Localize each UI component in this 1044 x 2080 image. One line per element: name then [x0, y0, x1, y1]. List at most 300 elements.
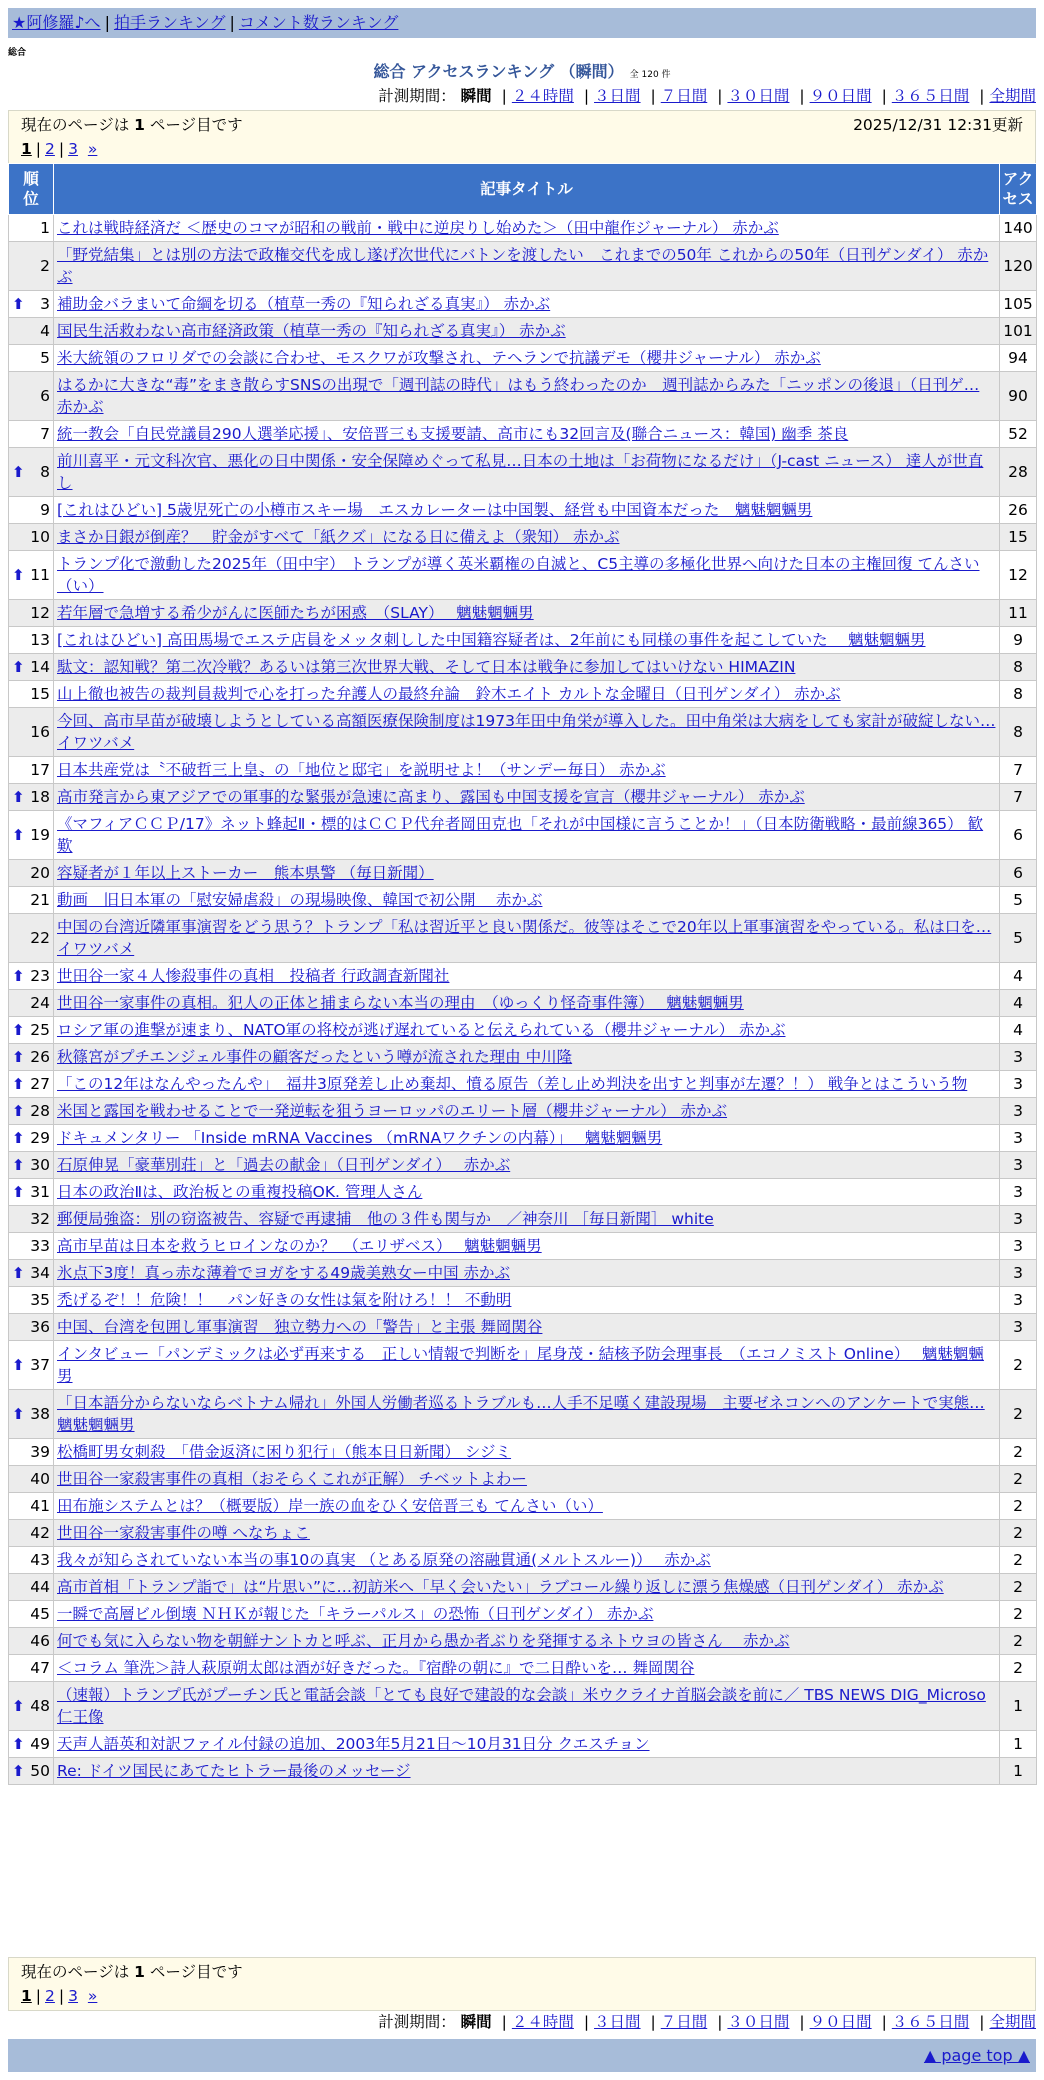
period-365d-link[interactable]: ３６５日間 — [891, 87, 970, 105]
rank-cell — [9, 1574, 54, 1601]
rank-cell — [9, 1206, 54, 1233]
title-cell — [54, 811, 1000, 860]
access-count: 8 — [1000, 681, 1037, 708]
rank-number: 49 — [30, 1735, 50, 1753]
rank-number: 32 — [30, 1210, 50, 1228]
table-row — [9, 1179, 1037, 1206]
page-top-link[interactable]: ▲ page top ▲ — [923, 2046, 1030, 2065]
page-1-current: 1 — [21, 140, 32, 158]
title-cell — [54, 1287, 1000, 1314]
rank-number: 44 — [30, 1578, 50, 1596]
period-90d-link[interactable]: ９０日間 — [809, 87, 872, 105]
article-link[interactable]: 一瞬で高層ビル倒壊 ＮＨＫが報じた「キラーパルス」の恐怖（日刊ゲンダイ） 赤かぶ — [57, 1605, 654, 1623]
article-link[interactable]: 世田谷一家殺害事件の噂 へなちょこ — [57, 1524, 310, 1542]
access-count: 3 — [1000, 1206, 1037, 1233]
page-text-pre: 現在のページは — [21, 116, 130, 134]
access-count: 3 — [1000, 1044, 1037, 1071]
category-label: 総合 — [8, 48, 27, 58]
table-row — [9, 1098, 1037, 1125]
article-link[interactable]: 山上徹也被告の裁判員裁判で心を打った弁護人の最終弁論 鈴木エイト カルトな金曜日（日刊ゲンダイ） 赤かぶ — [57, 685, 841, 703]
article-link[interactable]: 高市早苗は日本を救うヒロインなのか？ （エリザベス） 魑魅魍魎男 — [57, 1237, 542, 1255]
access-count: 94 — [1000, 345, 1037, 372]
rank-cell — [9, 1098, 54, 1125]
article-link[interactable]: 中国の台湾近隣軍事演習をどう思う？トランプ「私は習近平と良い関係だ。彼等はそこで20年以上軍事演習をやっている。私は口を… イワツバメ — [57, 918, 992, 958]
rank-cell — [9, 1071, 54, 1098]
rank-up-arrow-icon: ⬆ — [12, 566, 25, 584]
period-all-link[interactable]: 全期間 — [989, 2013, 1036, 2031]
title-cell — [54, 1466, 1000, 1493]
period-7d-link[interactable]: ７日間 — [660, 2013, 708, 2031]
access-count: 3 — [1000, 1233, 1037, 1260]
page-2-link[interactable]: 2 — [45, 1987, 55, 2005]
rank-number: 3 — [40, 295, 50, 313]
rank-number: 19 — [30, 826, 50, 844]
nav-separator: | — [104, 13, 110, 32]
rank-up-arrow-icon: ⬆ — [12, 1405, 25, 1423]
table-row — [9, 1233, 1037, 1260]
rank-cell — [9, 963, 54, 990]
ranking-table-body — [9, 215, 1037, 1785]
period-90d-link[interactable]: ９０日間 — [809, 2013, 872, 2031]
period-7d-link[interactable]: ７日間 — [660, 87, 708, 105]
article-link[interactable]: まさか日銀が倒産？ 貯金がすべて「紙クズ」になる日に備えよ（衆知） 赤かぶ — [57, 528, 620, 546]
access-count: 6 — [1000, 860, 1037, 887]
title-cell — [54, 914, 1000, 963]
table-row — [9, 1287, 1037, 1314]
table-row — [9, 887, 1037, 914]
table-row — [9, 1574, 1037, 1601]
article-link[interactable]: [これはひどい] 5歳児死亡の小樽市スキー場 エスカレーターは中国製、経営も中国資本だった 魑魅魍魎男 — [57, 501, 813, 519]
article-link[interactable]: 動画 旧日本軍の「慰安婦虐殺」の現場映像、韓国で初公開 赤かぶ — [57, 891, 543, 909]
period-separator: | — [979, 87, 985, 105]
ranking-table — [8, 163, 1037, 1785]
period-separator: | — [583, 87, 590, 105]
period-separator: | — [717, 87, 723, 105]
table-row — [9, 448, 1037, 497]
article-link[interactable]: 駄文：認知戦？第二次冷戦？あるいは第三次世界大戦、そして日本は戦争に参加してはいけない HIMAZIN — [57, 658, 796, 676]
article-link[interactable]: 「この12年はなんやったんや」 福井3原発差し止め棄却、憤る原告（差し止め判決を出すと判事が左遷？！） 戦争とはこういう物 — [57, 1075, 968, 1093]
table-row — [9, 990, 1037, 1017]
rank-cell — [9, 1758, 54, 1785]
rank-cell — [9, 627, 54, 654]
rank-number: 8 — [40, 463, 50, 481]
article-link[interactable]: 何でも気に入らない物を朝鮮ナントカと呼ぶ、正月から愚か者ぶりを発揮するネトウヨの皆さん 赤かぶ — [57, 1632, 790, 1650]
title-cell — [54, 551, 1000, 600]
table-row — [9, 1466, 1037, 1493]
page-separator: | — [58, 1987, 65, 2005]
rank-number: 9 — [40, 501, 50, 519]
rank-cell — [9, 1179, 54, 1206]
access-count: 5 — [1000, 887, 1037, 914]
rank-cell — [9, 1390, 54, 1439]
period-all-link[interactable]: 全期間 — [989, 87, 1036, 105]
rank-number: 30 — [30, 1156, 50, 1174]
table-row — [9, 654, 1037, 681]
rank-number: 41 — [30, 1497, 50, 1515]
table-row — [9, 600, 1037, 627]
comment-ranking-link[interactable]: コメント数ランキング — [238, 13, 399, 32]
table-row — [9, 1260, 1037, 1287]
table-row — [9, 1439, 1037, 1466]
rank-number: 11 — [30, 566, 50, 584]
rank-cell — [9, 708, 54, 757]
rank-number: 16 — [30, 723, 50, 741]
rank-cell — [9, 551, 54, 600]
access-count: 2 — [1000, 1493, 1037, 1520]
page-info-bottom — [8, 1957, 1036, 2011]
access-count: 2 — [1000, 1655, 1037, 1682]
rank-cell — [9, 654, 54, 681]
rank-number: 6 — [40, 387, 50, 405]
title-cell — [54, 318, 1000, 345]
rank-cell — [9, 1731, 54, 1758]
rank-cell — [9, 1233, 54, 1260]
title-cell — [54, 860, 1000, 887]
table-row — [9, 372, 1037, 421]
rank-up-arrow-icon: ⬆ — [12, 1129, 25, 1147]
access-count: 2 — [1000, 1601, 1037, 1628]
current-page-text — [21, 113, 243, 137]
article-link[interactable]: Re: ドイツ国民にあてたヒトラー最後のメッセージ — [57, 1762, 411, 1780]
page-title: 総合 アクセスランキング （瞬間） — [373, 62, 624, 81]
table-row — [9, 421, 1037, 448]
access-count: 2 — [1000, 1439, 1037, 1466]
table-row — [9, 291, 1037, 318]
period-separator: | — [881, 87, 887, 105]
rank-cell — [9, 1314, 54, 1341]
article-link[interactable]: 統一教会「自民党議員290人選挙応援」、安倍晋三も支援要請、高市にも32回言及(聯合ニュース：韓国) 幽季 茶良 — [57, 425, 849, 443]
rank-cell — [9, 1287, 54, 1314]
rank-number: 39 — [30, 1443, 50, 1461]
article-link[interactable]: はるかに大きな“毒”をまき散らすSNSの出現で「週刊誌の時代」はもう終わったのか 週刊誌からみた「ニッポンの後退」（日刊ゲ… 赤かぶ — [57, 376, 980, 416]
access-count: 15 — [1000, 524, 1037, 551]
article-link[interactable]: 米大統領のフロリダでの会談に合わせ、モスクワが攻撃され、テヘランで抗議デモ（櫻井ジャーナル） 赤かぶ — [57, 349, 821, 367]
table-row — [9, 1152, 1037, 1179]
article-link[interactable]: 補助金バラまいて命綱を切る（植草一秀の『知られざる真実』） 赤かぶ — [57, 295, 551, 313]
rank-up-arrow-icon: ⬆ — [12, 658, 25, 676]
title-cell — [54, 600, 1000, 627]
article-link[interactable]: （速報）トランプ氏がプーチン氏と電話会談「とても良好で建設的な会談」米ウクライナ首脳会談を前に／ TBS NEWS DIG_Microso 仁王像 — [57, 1686, 986, 1726]
rank-cell — [9, 242, 54, 291]
article-link[interactable]: 日本共産党は〝不破哲三上皇〟の「地位と邸宅」を説明せよ！（サンデー毎日） 赤かぶ — [57, 761, 666, 779]
article-link[interactable]: 氷点下3度！真っ赤な薄着でヨガをする49歳美熟女ー中国 赤かぶ — [57, 1264, 511, 1282]
title-cell — [54, 757, 1000, 784]
rank-number: 33 — [30, 1237, 50, 1255]
table-row — [9, 1390, 1037, 1439]
rank-cell — [9, 990, 54, 1017]
title-cell — [54, 1758, 1000, 1785]
rank-cell — [9, 1493, 54, 1520]
rank-cell — [9, 1655, 54, 1682]
article-link[interactable]: インタビュー「パンデミックは必ず再来する 正しい情報で判断を」尾身茂・結核予防会理事長 （エコノミスト Online） 魑魅魍魎男 — [57, 1345, 984, 1385]
table-row — [9, 497, 1037, 524]
page-text-post: ページ目です — [149, 1963, 243, 1981]
period-label: 計測期間： — [378, 87, 456, 105]
access-count: 1 — [1000, 1731, 1037, 1758]
rank-cell — [9, 345, 54, 372]
article-link[interactable]: 我々が知らされていない本当の事10の真実 （とある原発の溶融貫通(メルトスルー)） 赤かぶ — [57, 1551, 711, 1569]
rank-up-arrow-icon: ⬆ — [12, 1021, 25, 1039]
rank-up-arrow-icon: ⬆ — [12, 967, 25, 985]
title-cell — [54, 1493, 1000, 1520]
rank-up-arrow-icon: ⬆ — [12, 1697, 25, 1715]
rank-cell — [9, 784, 54, 811]
rank-up-arrow-icon: ⬆ — [12, 1264, 25, 1282]
rank-cell — [9, 497, 54, 524]
pagination-top — [21, 137, 1023, 161]
access-count: 2 — [1000, 1628, 1037, 1655]
rank-up-arrow-icon: ⬆ — [12, 1102, 25, 1120]
period-365d-link[interactable]: ３６５日間 — [891, 2013, 970, 2031]
title-cell — [54, 1547, 1000, 1574]
access-count: 1 — [1000, 1758, 1037, 1785]
title-cell — [54, 345, 1000, 372]
title-cell — [54, 421, 1000, 448]
home-link[interactable]: ★阿修羅♪へ — [12, 13, 101, 32]
rank-number: 2 — [40, 257, 50, 275]
rank-number: 46 — [30, 1632, 50, 1650]
rank-number: 37 — [30, 1356, 50, 1374]
nav-separator: | — [229, 13, 235, 32]
title-cell — [54, 1731, 1000, 1758]
page-separator: | — [35, 140, 42, 158]
clap-ranking-link[interactable]: 拍手ランキング — [113, 13, 226, 32]
access-count: 3 — [1000, 1125, 1037, 1152]
title-cell — [54, 497, 1000, 524]
title-cell — [54, 654, 1000, 681]
rank-up-arrow-icon: ⬆ — [12, 1156, 25, 1174]
period-separator: | — [799, 2013, 805, 2031]
rank-cell — [9, 1152, 54, 1179]
page-heading — [0, 60, 1044, 87]
article-link[interactable]: 世田谷一家４人惨殺事件の真相 投稿者 行政調査新聞社 — [57, 967, 450, 985]
rank-number: 18 — [30, 788, 50, 806]
period-separator: | — [979, 2013, 985, 2031]
article-link[interactable]: 高市首相「トランプ詣で」は“片思い”に…初訪米へ「早く会いたい」ラブコール繰り返しに漂う焦燥感（日刊ゲンダイ） 赤かぶ — [57, 1578, 944, 1596]
article-link[interactable]: 容疑者が１年以上ストーカー 熊本県警 （毎日新聞） — [57, 864, 434, 882]
access-count: 3 — [1000, 1071, 1037, 1098]
article-link[interactable]: 石原伸晃「豪華別荘」と「過去の献金」（日刊ゲンダイ） 赤かぶ — [57, 1156, 511, 1174]
access-count: 4 — [1000, 1017, 1037, 1044]
table-row — [9, 757, 1037, 784]
table-row — [9, 963, 1037, 990]
access-count: 26 — [1000, 497, 1037, 524]
article-link[interactable]: 今回、高市早苗が破壊しようとしている高額医療保険制度は1973年田中角栄が導入した。田中角栄は大病をしても家計が破綻しない… イワツバメ — [57, 712, 996, 752]
rank-cell — [9, 811, 54, 860]
article-link[interactable]: 天声人語英和対訳ファイル付録の追加、2003年5月21日〜10月31日分 クエスチョン — [57, 1735, 650, 1753]
page-number: 1 — [134, 116, 145, 134]
title-cell — [54, 1520, 1000, 1547]
access-count: 9 — [1000, 627, 1037, 654]
rank-cell — [9, 1341, 54, 1390]
access-count: 2 — [1000, 1466, 1037, 1493]
title-cell — [54, 963, 1000, 990]
rank-number: 43 — [30, 1551, 50, 1569]
period-3d-link[interactable]: ３日間 — [594, 2013, 641, 2031]
top-nav-bar — [8, 8, 1036, 38]
table-row — [9, 318, 1037, 345]
article-link[interactable]: 《マフィアＣＣＰ/17》ネット蜂起Ⅱ・標的はＣＣＰ代弁者岡田克也「それが中国様に言うことか！」（日本防衛戦略・最前線365） 歓歎 — [57, 815, 984, 855]
table-row — [9, 811, 1037, 860]
access-count: 3 — [1000, 1287, 1037, 1314]
access-count: 5 — [1000, 914, 1037, 963]
article-link[interactable]: 国民生活救わない高市経済政策（植草一秀の『知られざる真実』） 赤かぶ — [57, 322, 566, 340]
table-row — [9, 1628, 1037, 1655]
table-row — [9, 524, 1037, 551]
page-info-top — [8, 110, 1036, 164]
rank-up-arrow-icon: ⬆ — [12, 1075, 25, 1093]
article-link[interactable]: 郵便局強盗：別の窃盗被告、容疑で再逮捕 他の３件も関与か ／神奈川 ［毎日新聞］ white — [57, 1210, 714, 1228]
table-row — [9, 1601, 1037, 1628]
article-link[interactable]: 世田谷一家殺害事件の真相（おそらくこれが正解） チベットよわー — [57, 1470, 527, 1488]
access-column-header: アクセス — [1000, 164, 1037, 215]
article-link[interactable]: 禿げるぞ！！危険！！ パン好きの女性は氣を附けろ！！ 不動明 — [57, 1291, 512, 1309]
article-link[interactable]: 「日本語分からないならベトナム帰れ」外国人労働者巡るトラブルも…人手不足嘆く建設現場 主要ゼネコンへのアンケートで実態… 魑魅魍魎男 — [57, 1394, 985, 1434]
title-cell — [54, 681, 1000, 708]
table-row — [9, 1017, 1037, 1044]
article-link[interactable]: ドキュメンタリー 「Inside mRNA Vaccines （mRNAワクチンの内幕）」 魑魅魍魎男 — [57, 1129, 663, 1147]
page-3-link[interactable]: 3 — [68, 1987, 79, 2005]
rank-number: 1 — [40, 219, 50, 237]
period-separator: | — [650, 87, 656, 105]
rank-cell — [9, 1628, 54, 1655]
period-3d-link[interactable]: ３日間 — [594, 87, 641, 105]
article-link[interactable]: 米国と露国を戦わせることで一発逆転を狙うヨーロッパのエリート層（櫻井ジャーナル） 赤かぶ — [57, 1102, 728, 1120]
article-count: 全 120 件 — [629, 70, 671, 80]
title-cell — [54, 1071, 1000, 1098]
article-link[interactable]: 松橋町男女刺殺 「借金返済に困り犯行」（熊本日日新聞） シジミ — [57, 1443, 512, 1461]
access-count: 12 — [1000, 551, 1037, 600]
rank-number: 48 — [30, 1697, 50, 1715]
table-row — [9, 860, 1037, 887]
rank-number: 40 — [30, 1470, 50, 1488]
title-cell — [54, 1682, 1000, 1731]
rank-number: 23 — [30, 967, 50, 985]
rank-up-arrow-icon: ⬆ — [12, 788, 25, 806]
rank-up-arrow-icon: ⬆ — [12, 1356, 25, 1374]
next-page-link[interactable]: » — [87, 140, 98, 158]
rank-number: 25 — [30, 1021, 50, 1039]
page-separator: | — [58, 140, 65, 158]
period-separator: | — [650, 2013, 656, 2031]
access-count: 28 — [1000, 448, 1037, 497]
rank-number: 24 — [30, 994, 50, 1012]
article-link[interactable]: ＜コラム 筆洗＞詩人萩原朔太郎は酒が好きだった。『宿酔の朝に』で二日酔いを… 舞岡関谷 — [57, 1659, 695, 1677]
period-separator: | — [583, 2013, 590, 2031]
rank-number: 31 — [30, 1183, 50, 1201]
access-count: 140 — [1000, 215, 1037, 242]
period-30d-link[interactable]: ３０日間 — [727, 2013, 790, 2031]
rank-number: 14 — [30, 658, 50, 676]
rank-cell — [9, 291, 54, 318]
rank-cell — [9, 1682, 54, 1731]
access-count: 2 — [1000, 1341, 1037, 1390]
table-row — [9, 345, 1037, 372]
title-cell — [54, 448, 1000, 497]
article-link[interactable]: 前川喜平・元文科次官、悪化の日中関係・安全保障めぐって私見…日本の土地は「お荷物になるだけ」（J-cast ニュース） 達人が世直し — [57, 452, 984, 492]
next-page-link[interactable]: » — [87, 1987, 98, 2005]
article-link[interactable]: 日本の政治Ⅱは、政治板との重複投稿OK. 管理人さん — [57, 1183, 423, 1201]
rank-cell — [9, 421, 54, 448]
article-link[interactable]: 世田谷一家事件の真相。犯人の正体と捕まらない本当の理由 （ゆっくり怪奇事件簿） 魑魅魍魎男 — [57, 994, 744, 1012]
article-link[interactable]: 高市発言から東アジアでの軍事的な緊張が急速に高まり、露国も中国支援を宣言（櫻井ジャーナル） 赤かぶ — [57, 788, 805, 806]
access-count: 8 — [1000, 654, 1037, 681]
article-link[interactable]: これは戦時経済だ ＜歴史のコマが昭和の戦前・戦中に逆戻りし始めた＞（田中龍作ジャーナル） 赤かぶ — [57, 219, 779, 237]
title-cell — [54, 1152, 1000, 1179]
period-24h-link[interactable]: ２４時間 — [511, 2013, 574, 2031]
access-count: 4 — [1000, 990, 1037, 1017]
title-cell — [54, 1179, 1000, 1206]
title-cell — [54, 627, 1000, 654]
rank-number: 50 — [30, 1762, 50, 1780]
table-row — [9, 1044, 1037, 1071]
rank-number: 29 — [30, 1129, 50, 1147]
title-cell — [54, 990, 1000, 1017]
rank-up-arrow-icon: ⬆ — [12, 1735, 25, 1753]
rank-up-arrow-icon: ⬆ — [12, 826, 25, 844]
access-count: 3 — [1000, 1152, 1037, 1179]
rank-number: 20 — [30, 864, 50, 882]
article-link[interactable]: トランプ化で激動した2025年（田中宇） トランプが導く英米覇権の自滅と、C5主導の多極化世界へ向けた日本の主権回復 てんさい（い） — [57, 555, 980, 595]
rank-cell — [9, 1466, 54, 1493]
page-2-link[interactable]: 2 — [45, 140, 55, 158]
article-link[interactable]: 田布施システムとは？（概要版）岸一族の血をひく安倍晋三も てんさい（い） — [57, 1497, 603, 1515]
access-count: 90 — [1000, 372, 1037, 421]
rank-number: 38 — [30, 1405, 50, 1423]
rank-cell — [9, 318, 54, 345]
rank-cell — [9, 1260, 54, 1287]
rank-cell — [9, 860, 54, 887]
rank-number: 42 — [30, 1524, 50, 1542]
article-link[interactable]: 若年層で急増する希少がんに医師たちが困惑 （SLAY） 魑魅魍魎男 — [57, 604, 534, 622]
rank-up-arrow-icon: ⬆ — [12, 295, 25, 313]
title-cell — [54, 1260, 1000, 1287]
period-selector-top — [276, 84, 1036, 108]
article-link[interactable]: ロシア軍の進撃が速まり、NATO軍の将校が逃げ遅れていると伝えられている（櫻井ジャーナル） 赤かぶ — [57, 1021, 786, 1039]
article-link[interactable]: [これはひどい] 高田馬場でエステ店員をメッタ刺しした中国籍容疑者は、2年前にも同様の事件を起こしていた 魑魅魍魎男 — [57, 631, 926, 649]
rank-number: 15 — [30, 685, 50, 703]
title-cell — [54, 1314, 1000, 1341]
access-count: 6 — [1000, 811, 1037, 860]
title-cell — [54, 242, 1000, 291]
access-count: 52 — [1000, 421, 1037, 448]
table-row — [9, 784, 1037, 811]
rank-number: 45 — [30, 1605, 50, 1623]
article-link[interactable]: 秋篠宮がプチエンジェル事件の顧客だったという噂が流された理由 中川隆 — [57, 1048, 573, 1066]
period-30d-link[interactable]: ３０日間 — [727, 87, 790, 105]
table-row — [9, 242, 1037, 291]
table-row — [9, 1125, 1037, 1152]
period-selector-bottom — [276, 2010, 1036, 2034]
title-cell — [54, 1390, 1000, 1439]
period-24h-link[interactable]: ２４時間 — [511, 87, 574, 105]
page-3-link[interactable]: 3 — [68, 140, 79, 158]
title-cell — [54, 1341, 1000, 1390]
rank-number: 5 — [40, 349, 50, 367]
access-count: 105 — [1000, 291, 1037, 318]
access-count: 11 — [1000, 600, 1037, 627]
title-cell — [54, 887, 1000, 914]
article-link[interactable]: 中国、台湾を包囲し軍事演習 独立勢力への「警告」と主張 舞岡関谷 — [57, 1318, 543, 1336]
access-count: 7 — [1000, 784, 1037, 811]
rank-number: 7 — [40, 425, 50, 443]
access-count: 7 — [1000, 757, 1037, 784]
access-count: 101 — [1000, 318, 1037, 345]
title-cell — [54, 1044, 1000, 1071]
rank-number: 4 — [40, 322, 50, 340]
table-row — [9, 1655, 1037, 1682]
article-link[interactable]: 「野党結集」とは別の方法で政権交代を成し遂げ次世代にバトンを渡したい これまでの50年 これからの50年（日刊ゲンダイ） 赤かぶ — [57, 246, 989, 286]
